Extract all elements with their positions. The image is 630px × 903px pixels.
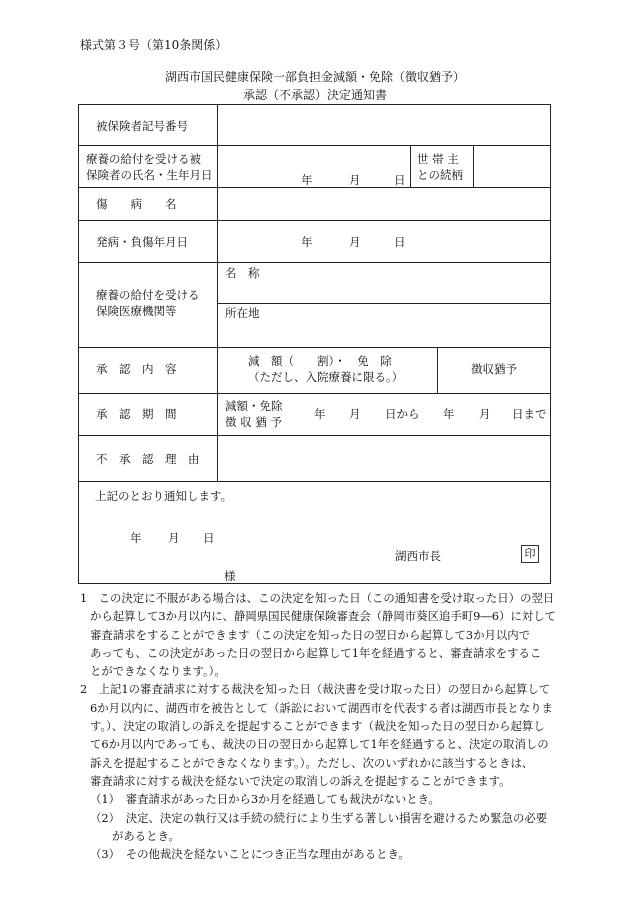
institution-address-field[interactable] — [270, 307, 545, 341]
birth-day-label: 日 — [394, 173, 406, 187]
approval-content-label: 承 認 内 容 — [96, 362, 177, 376]
note-item-3: （3） その他裁決を経ないことにつき正当な理由があるとき。 — [90, 847, 410, 862]
collection-deferral-option[interactable]: 徴収猶予 — [471, 362, 517, 376]
note-line: 6か月以内に、湖西市を被告として（訴訟において湖西市を代表する者は湖西市長となりま — [90, 700, 553, 715]
onset-year-label: 年 — [301, 235, 313, 249]
seal-stamp: 印 — [521, 545, 539, 563]
row-divider — [78, 187, 551, 188]
label-column-divider — [217, 104, 218, 481]
row-divider — [78, 435, 551, 436]
note-line: から起算して3か月以内に、静岡県国民健康保険審査会（静岡市葵区追手町9―6）に対して — [90, 609, 556, 624]
document-title: 湖西市国民健康保険一部負担金減額・免除（徴収猶予） — [164, 70, 465, 84]
institution-label: 療養の給付を受ける 保険医療機関等 — [96, 288, 200, 318]
note-line: 審査請求をすることができます（この決定を知った日の翌日から起算して3か月以内で — [90, 627, 531, 642]
patient-label: 療養の給付を受ける被 保険者の氏名・生年月日 — [86, 152, 213, 182]
patient-name-field[interactable] — [225, 150, 405, 170]
onset-day-label: 日 — [394, 235, 406, 249]
relationship-label: 世 帯 主 との続柄 — [417, 152, 463, 182]
institution-name-label: 名 称 — [225, 266, 260, 280]
note-line: 審査請求に対する裁決を経ないで決定の取消しの訴えを提起することができます。 — [90, 773, 511, 788]
note-line: す。）、決定の取消しの訴えを提起することができます（裁決を知った日の翌日から起算し — [90, 719, 545, 734]
appeal-notes — [80, 589, 558, 863]
relationship-divider — [473, 145, 474, 187]
reduction-exemption-option[interactable]: 減 額（ 割）・ 免 除 （ただし、入院療養に限る。） — [248, 354, 404, 384]
recipient-honorific: 様 — [224, 569, 236, 583]
period-to-year: 年 — [443, 407, 455, 421]
period-to-month: 月 — [479, 407, 491, 421]
deferral-divider — [437, 347, 438, 393]
row-divider — [78, 145, 551, 146]
mayor-title: 湖西市長 — [395, 549, 441, 563]
institution-name-field[interactable] — [270, 266, 545, 296]
birth-month-label: 月 — [349, 173, 361, 187]
note-line: とができなくなります。）。 — [90, 664, 226, 679]
note-line: 1 この決定に不服がある場合は、この決定を知った日（この通知書を受け取った日）の翌日 — [80, 591, 555, 605]
period-from-year: 年 — [314, 407, 326, 421]
period-from-day: 日から — [385, 407, 420, 421]
disease-label: 傷 病 名 — [96, 197, 177, 211]
approval-period-label: 承 認 期 間 — [96, 407, 177, 421]
document-subtitle: 承認（不承認）決定通知書 — [242, 88, 387, 102]
institution-address-label: 所在地 — [225, 306, 260, 320]
disease-field[interactable] — [225, 192, 545, 214]
insured-number-label: 被保険者記号番号 — [96, 119, 188, 133]
note-line: 訴えを提起することができなくなります。）。ただし、次のいずれかに該当するときは、 — [90, 755, 534, 770]
period-type-label: 減額・免除 徴 収 猶 予 — [225, 399, 283, 429]
insured-number-field[interactable] — [225, 114, 545, 138]
onset-month-label: 月 — [349, 235, 361, 249]
notice-year: 年 — [130, 531, 142, 545]
notice-month: 月 — [168, 531, 180, 545]
row-divider — [78, 262, 551, 263]
notice-day: 日 — [203, 531, 215, 545]
rejection-reason-field[interactable] — [225, 441, 545, 475]
row-divider — [78, 481, 551, 482]
note-line: 2 上記1の審査請求に対する裁決を知った日（裁決書を受け取った日）の翌日から起算して — [80, 682, 551, 697]
note-item-2-cont: があるとき。 — [112, 828, 180, 843]
row-divider — [78, 347, 551, 348]
note-item-2: （2） 決定、決定の執行又は手続の続行により生ずる著しい損害を避けるため緊急の必要 — [90, 810, 548, 825]
form-number: 様式第３号（第10条関係） — [80, 38, 228, 52]
relationship-divider — [410, 145, 411, 187]
note-item-1: （1） 審査請求があった日から3か月を経過しても裁決がないとき。 — [90, 792, 440, 807]
onset-date-label: 発病・負傷年月日 — [96, 235, 188, 249]
period-from-month: 月 — [349, 407, 361, 421]
notice-text: 上記のとおり通知します。 — [95, 489, 233, 503]
row-divider — [217, 303, 551, 304]
rejection-reason-label: 不 承 認 理 由 — [96, 452, 200, 466]
row-divider — [78, 220, 551, 221]
note-line: あっても、この決定があった日の翌日から起算して1年を経過すると、審査請求をするこ — [90, 645, 542, 660]
period-to-day: 日まで — [512, 407, 547, 421]
relationship-field[interactable] — [478, 150, 546, 182]
row-divider — [78, 393, 551, 394]
note-line: て6か月以内であっても、裁決の日の翌日から起算して1年を経過すると、決定の取消しの — [90, 737, 549, 752]
birth-year-label: 年 — [301, 173, 313, 187]
